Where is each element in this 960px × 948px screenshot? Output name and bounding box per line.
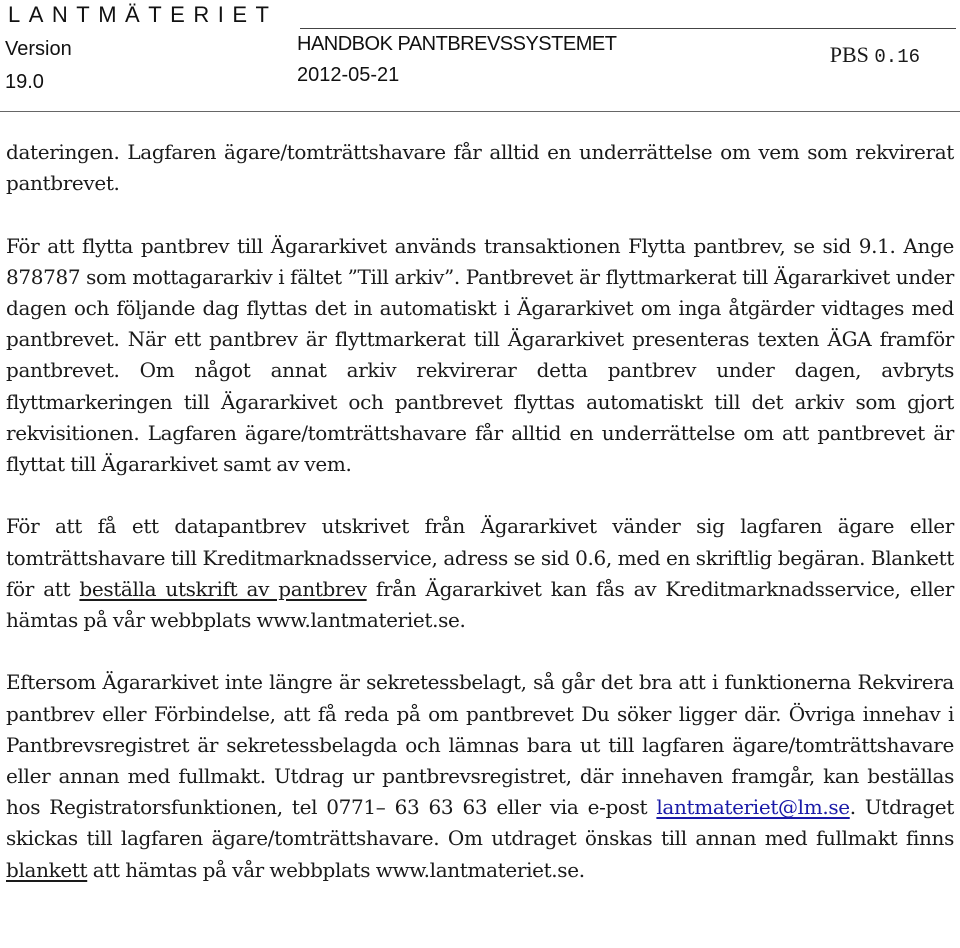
order-printout-link[interactable]: beställa utskrift av pantbrev [79, 576, 367, 601]
form-link[interactable]: blankett [6, 857, 88, 882]
document-body [6, 137, 954, 886]
email-link[interactable]: lantmateriet@lm.se [656, 795, 850, 820]
document-date: 2012-05-21 [297, 64, 400, 86]
header-divider [300, 28, 956, 29]
paragraph-2: För att flytta pantbrev till Ägararkivet används transaktionen Flytta pantbrev, se sid 9.1. Ange 878787 som mottagararkiv i fältet ”Till arkiv”. Pantbrevet är flyttmarkerat till Ägararkivet under dagen och följande dag flyttas det in automatiskt i Ägararkivet om inga åtgärder vidtages med pantbrevet. När ett pantbrev är flyttmarkerat till Ägararkivet presenteras texten ÄGA framför pantbrevet. Om något annat arkiv rekvirerar detta pantbrev under dagen, avbryts flyttmarkeringen till Ägararkivet och pantbrevet flyttas automatiskt till det arkiv som gjort rekvisitionen. Lagfaren ägare/tomträttshavare får alltid en underrättelse om att pantbrevet är flyttat till Ägararkivet samt av vem. [6, 233, 954, 477]
paragraph-4-text-middle: . Utdraget skickas till lagfaren ägare/tomträttshavare. Om utdraget önskas till annan med fullmakt finns [6, 795, 954, 851]
version-label: Version [5, 38, 72, 60]
paragraph-4 [6, 667, 954, 885]
paragraph-3-text-end: från Ägararkivet kan fås av Kreditmarknadsservice, eller hämtas på vår webbplats www.lantmateriet.se. [6, 576, 955, 633]
paragraph-3-text-start: För att få ett datapantbrev utskrivet från Ägararkivet vänder sig lagfaren ägare eller tomträttshavare till Kreditmarknadsservice, adress se sid 0.6, med en skriftlig begäran. Blankett för att [6, 514, 954, 601]
paragraph-1: dateringen. Lagfaren ägare/tomträttshavare får alltid en underrättelse om vem som rekvirerat pantbrevet. [6, 140, 954, 196]
version-number: 19.0 [5, 71, 44, 93]
page-reference-number: 0.16 [874, 46, 920, 68]
paragraph-4-text-start: Eftersom Ägararkivet inte längre är sekretessbelagt, så går det bra att i funktionerna Rekvirera pantbrev eller Förbindelse, att få reda på om pantbrevet Du söker ligger där. Övriga innehav i Pantbrevsregistret är sekretessbelagda och lämnas bara ut till lagfaren ägare/tomträttshavare eller annan med fullmakt. Utdrag ur pantbrevsregistret, där innehaven framgår, kan beställas hos Registratorsfunktionen, tel 0771– 63 63 63 eller via e-post [6, 670, 954, 820]
organization-name: LANTMÄTERIET [8, 2, 278, 27]
paragraph-3 [6, 511, 954, 636]
page-reference-prefix: PBS [829, 42, 869, 67]
page-reference [830, 42, 920, 68]
header-rule [0, 111, 960, 112]
document-title: HANDBOK PANTBREVSSYSTEMET [297, 33, 617, 55]
paragraph-4-text-end: att hämtas på vår webbplats www.lantmateriet.se. [87, 857, 585, 882]
